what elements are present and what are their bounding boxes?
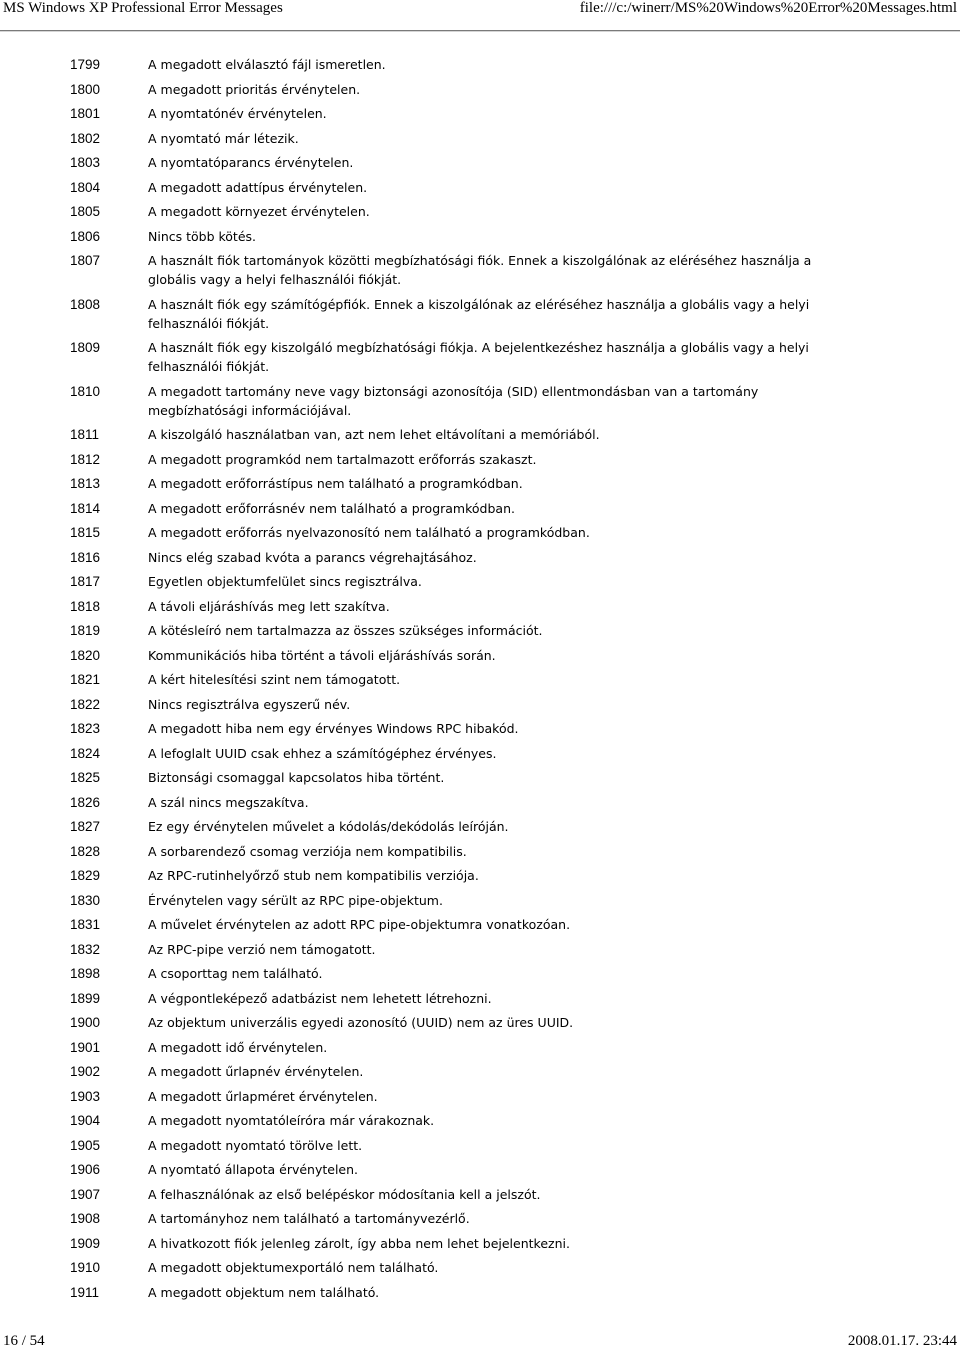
error-code: 1799	[70, 57, 101, 72]
error-message: A megadott nyomtató törölve lett.	[148, 1137, 363, 1153]
error-message: A kiszolgáló használatban van, azt nem lehet eltávolítani a memóriából.	[148, 427, 600, 442]
error-row	[70, 499, 850, 518]
error-row	[70, 104, 850, 123]
error-code: 1831	[70, 917, 101, 932]
error-row	[70, 891, 850, 910]
error-row	[70, 719, 850, 738]
document-url: file:///c:/winerr/MS%20Windows%20Error%20Messages.html	[579, 0, 957, 16]
error-code: 1824	[70, 745, 101, 761]
error-message: A megadott elválasztó fájl ismeretlen.	[148, 57, 386, 72]
error-message: A sorbarendező csomag verziója nem kompatibilis.	[148, 843, 467, 859]
error-code: 1904	[70, 1113, 101, 1128]
error-code: 1830	[70, 892, 101, 908]
page-footer	[0, 1332, 960, 1354]
error-row	[70, 572, 850, 591]
error-code: 1817	[70, 574, 101, 589]
error-row	[70, 1136, 850, 1155]
error-message: A megadott űrlapméret érvénytelen.	[148, 1088, 378, 1104]
error-row	[70, 178, 850, 197]
error-message: A nyomtató már létezik.	[148, 130, 299, 146]
error-row	[70, 450, 850, 469]
error-code: 1806	[70, 228, 101, 244]
error-code: 1910	[70, 1260, 101, 1275]
error-message: A megadott erőforrástípus nem található a programkódban.	[148, 476, 523, 491]
error-code: 1808	[70, 296, 101, 312]
error-row	[70, 597, 850, 616]
error-message: A végpontleképező adatbázist nem lehetett létrehozni.	[148, 990, 492, 1006]
error-code: 1900	[70, 1015, 101, 1030]
error-message: A használt fiók egy kiszolgáló megbízhatósági fiókja. A bejelentkezéshez használja a globális vagy a helyi felhasználói fiókját.	[148, 340, 809, 374]
error-message: A megadott objektum nem található.	[148, 1284, 380, 1300]
error-message: A csoporttag nem található.	[148, 966, 323, 981]
error-code: 1820	[70, 647, 101, 663]
error-row	[70, 1087, 850, 1106]
error-code: 1811	[70, 427, 100, 442]
error-code: 1818	[70, 598, 101, 614]
error-row	[70, 548, 850, 567]
error-row	[70, 989, 850, 1008]
error-code: 1816	[70, 549, 101, 565]
error-row	[70, 474, 850, 493]
error-code: 1911	[70, 1284, 100, 1300]
error-message: A megadott hiba nem egy érvényes Windows RPC hibakód.	[148, 721, 519, 736]
error-message: A megadott programkód nem tartalmazott erőforrás szakaszt.	[148, 451, 537, 467]
error-row	[70, 55, 850, 74]
error-message: A használt fiók egy számítógépfiók. Ennek a kiszolgálónak az eléréséhez használja a globális vagy a helyi felhasználói fiókját.	[148, 296, 810, 331]
error-code: 1827	[70, 819, 101, 834]
error-message: A felhasználónak az első belépéskor módosítania kell a jelszót.	[148, 1186, 541, 1202]
error-code: 1809	[70, 340, 101, 355]
error-code: 1832	[70, 941, 101, 957]
error-row	[70, 202, 850, 221]
error-code: 1804	[70, 179, 101, 195]
error-row	[70, 1209, 850, 1228]
error-row	[70, 382, 850, 420]
error-row	[70, 129, 850, 148]
error-code: 1812	[70, 451, 101, 467]
error-code: 1905	[70, 1137, 101, 1153]
error-code: 1828	[70, 843, 101, 859]
error-code: 1907	[70, 1186, 101, 1202]
error-message-list	[70, 55, 850, 1307]
error-message: Biztonsági csomaggal kapcsolatos hiba történt.	[148, 770, 445, 785]
error-code: 1829	[70, 868, 101, 883]
error-row	[70, 251, 850, 289]
error-row	[70, 866, 850, 885]
error-row	[70, 1160, 850, 1179]
error-row	[70, 768, 850, 787]
error-code: 1899	[70, 990, 101, 1006]
error-code: 1821	[70, 672, 101, 687]
error-code: 1803	[70, 155, 101, 170]
error-code: 1901	[70, 1039, 101, 1055]
error-message: A nyomtató állapota érvénytelen.	[148, 1162, 359, 1177]
error-message: A megadott erőforrásnév nem található a programkódban.	[148, 500, 515, 516]
error-message: Az RPC-rutinhelyőrző stub nem kompatibilis verziója.	[148, 868, 479, 883]
error-code: 1826	[70, 794, 101, 810]
error-message: A művelet érvénytelen az adott RPC pipe-objektumra vonatkozóan.	[148, 917, 571, 932]
header-divider	[0, 30, 960, 32]
error-message: Nincs elég szabad kvóta a parancs végrehajtásához.	[148, 549, 477, 565]
error-message: A használt fiók tartományok közötti megbízhatósági fiók. Ennek a kiszolgálónak az eléréséhez használja a globális vagy a helyi felhasználói fiókját.	[148, 253, 812, 287]
error-row	[70, 227, 850, 246]
error-code: 1822	[70, 696, 101, 712]
error-row	[70, 153, 850, 172]
error-row	[70, 744, 850, 763]
error-code: 1810	[70, 383, 101, 399]
error-row	[70, 523, 850, 542]
error-row	[70, 842, 850, 861]
error-row	[70, 621, 850, 640]
error-row	[70, 646, 850, 665]
error-row	[70, 915, 850, 934]
error-message: A megadott erőforrás nyelvazonosító nem található a programkódban.	[148, 525, 590, 540]
error-row	[70, 1111, 850, 1130]
error-message: Nincs regisztrálva egyszerű név.	[148, 696, 351, 712]
error-code: 1902	[70, 1064, 101, 1079]
page-number: 16 / 54	[3, 1333, 45, 1349]
document-title: MS Windows XP Professional Error Messages	[3, 0, 283, 16]
error-code: 1909	[70, 1235, 101, 1251]
error-row	[70, 1258, 850, 1277]
error-row	[70, 670, 850, 689]
error-message: A megadott nyomtatóleíróra már várakoznak.	[148, 1113, 435, 1128]
error-code: 1813	[70, 476, 101, 491]
error-message: A megadott prioritás érvénytelen.	[148, 81, 361, 97]
error-message: A szál nincs megszakítva.	[148, 794, 309, 810]
error-message: A megadott idő érvénytelen.	[148, 1039, 328, 1055]
error-code: 1825	[70, 770, 101, 785]
error-code: 1814	[70, 500, 101, 516]
error-code: 1903	[70, 1088, 101, 1104]
error-message: A megadott tartomány neve vagy biztonsági azonosítója (SID) ellentmondásban van a tartomány megbízhatósági információjával.	[148, 383, 759, 418]
error-message: Egyetlen objektumfelület sincs regisztrálva.	[148, 574, 422, 589]
error-message: A kért hitelesítési szint nem támogatott.	[148, 672, 401, 687]
error-message: A tartományhoz nem található a tartományvezérlő.	[148, 1211, 470, 1226]
error-row	[70, 1013, 850, 1032]
error-message: A hivatkozott fiók jelenleg zárolt, így abba nem lehet bejelentkezni.	[148, 1235, 570, 1251]
error-code: 1807	[70, 253, 101, 268]
page-header	[0, 0, 960, 22]
print-datetime: 2008.01.17. 23:44	[847, 1333, 957, 1349]
error-row	[70, 295, 850, 333]
error-code: 1800	[70, 81, 101, 97]
error-code: 1805	[70, 204, 101, 219]
error-code: 1802	[70, 130, 101, 146]
error-row	[70, 1062, 850, 1081]
error-message: A kötésleíró nem tartalmazza az összes szükséges információt.	[148, 623, 543, 638]
error-code: 1908	[70, 1211, 101, 1226]
error-row	[70, 1234, 850, 1253]
error-row	[70, 425, 850, 444]
error-message: A megadott környezet érvénytelen.	[148, 204, 370, 219]
error-row	[70, 964, 850, 983]
error-row	[70, 1185, 850, 1204]
error-message: A megadott űrlapnév érvénytelen.	[148, 1064, 364, 1079]
error-code: 1819	[70, 623, 101, 638]
error-message: Kommunikációs hiba történt a távoli eljáráshívás során.	[148, 647, 496, 663]
error-message: Érvénytelen vagy sérült az RPC pipe-objektum.	[148, 892, 443, 908]
error-code: 1898	[70, 966, 101, 981]
error-message: A távoli eljáráshívás meg lett szakítva.	[148, 598, 390, 614]
error-code: 1906	[70, 1162, 101, 1177]
error-message: Ez egy érvénytelen művelet a kódolás/dekódolás leíróján.	[148, 819, 509, 834]
error-row	[70, 1038, 850, 1057]
error-message: Az RPC-pipe verzió nem támogatott.	[148, 941, 376, 957]
error-message: A lefoglalt UUID csak ehhez a számítógéphez érvényes.	[148, 745, 497, 761]
error-message: A nyomtatóparancs érvénytelen.	[148, 155, 354, 170]
error-message: A megadott adattípus érvénytelen.	[148, 179, 368, 195]
error-row	[70, 817, 850, 836]
error-message: Az objektum univerzális egyedi azonosító (UUID) nem az üres UUID.	[148, 1015, 574, 1030]
error-row	[70, 695, 850, 714]
error-code: 1823	[70, 721, 101, 736]
error-code: 1801	[70, 106, 101, 121]
error-message: A nyomtatónév érvénytelen.	[148, 106, 327, 121]
error-row	[70, 1283, 850, 1302]
error-row	[70, 940, 850, 959]
error-code: 1815	[70, 525, 101, 540]
error-message: Nincs több kötés.	[148, 228, 257, 244]
error-message: A megadott objektumexportáló nem található.	[148, 1260, 439, 1275]
error-row	[70, 793, 850, 812]
error-row	[70, 338, 850, 376]
error-row	[70, 80, 850, 99]
